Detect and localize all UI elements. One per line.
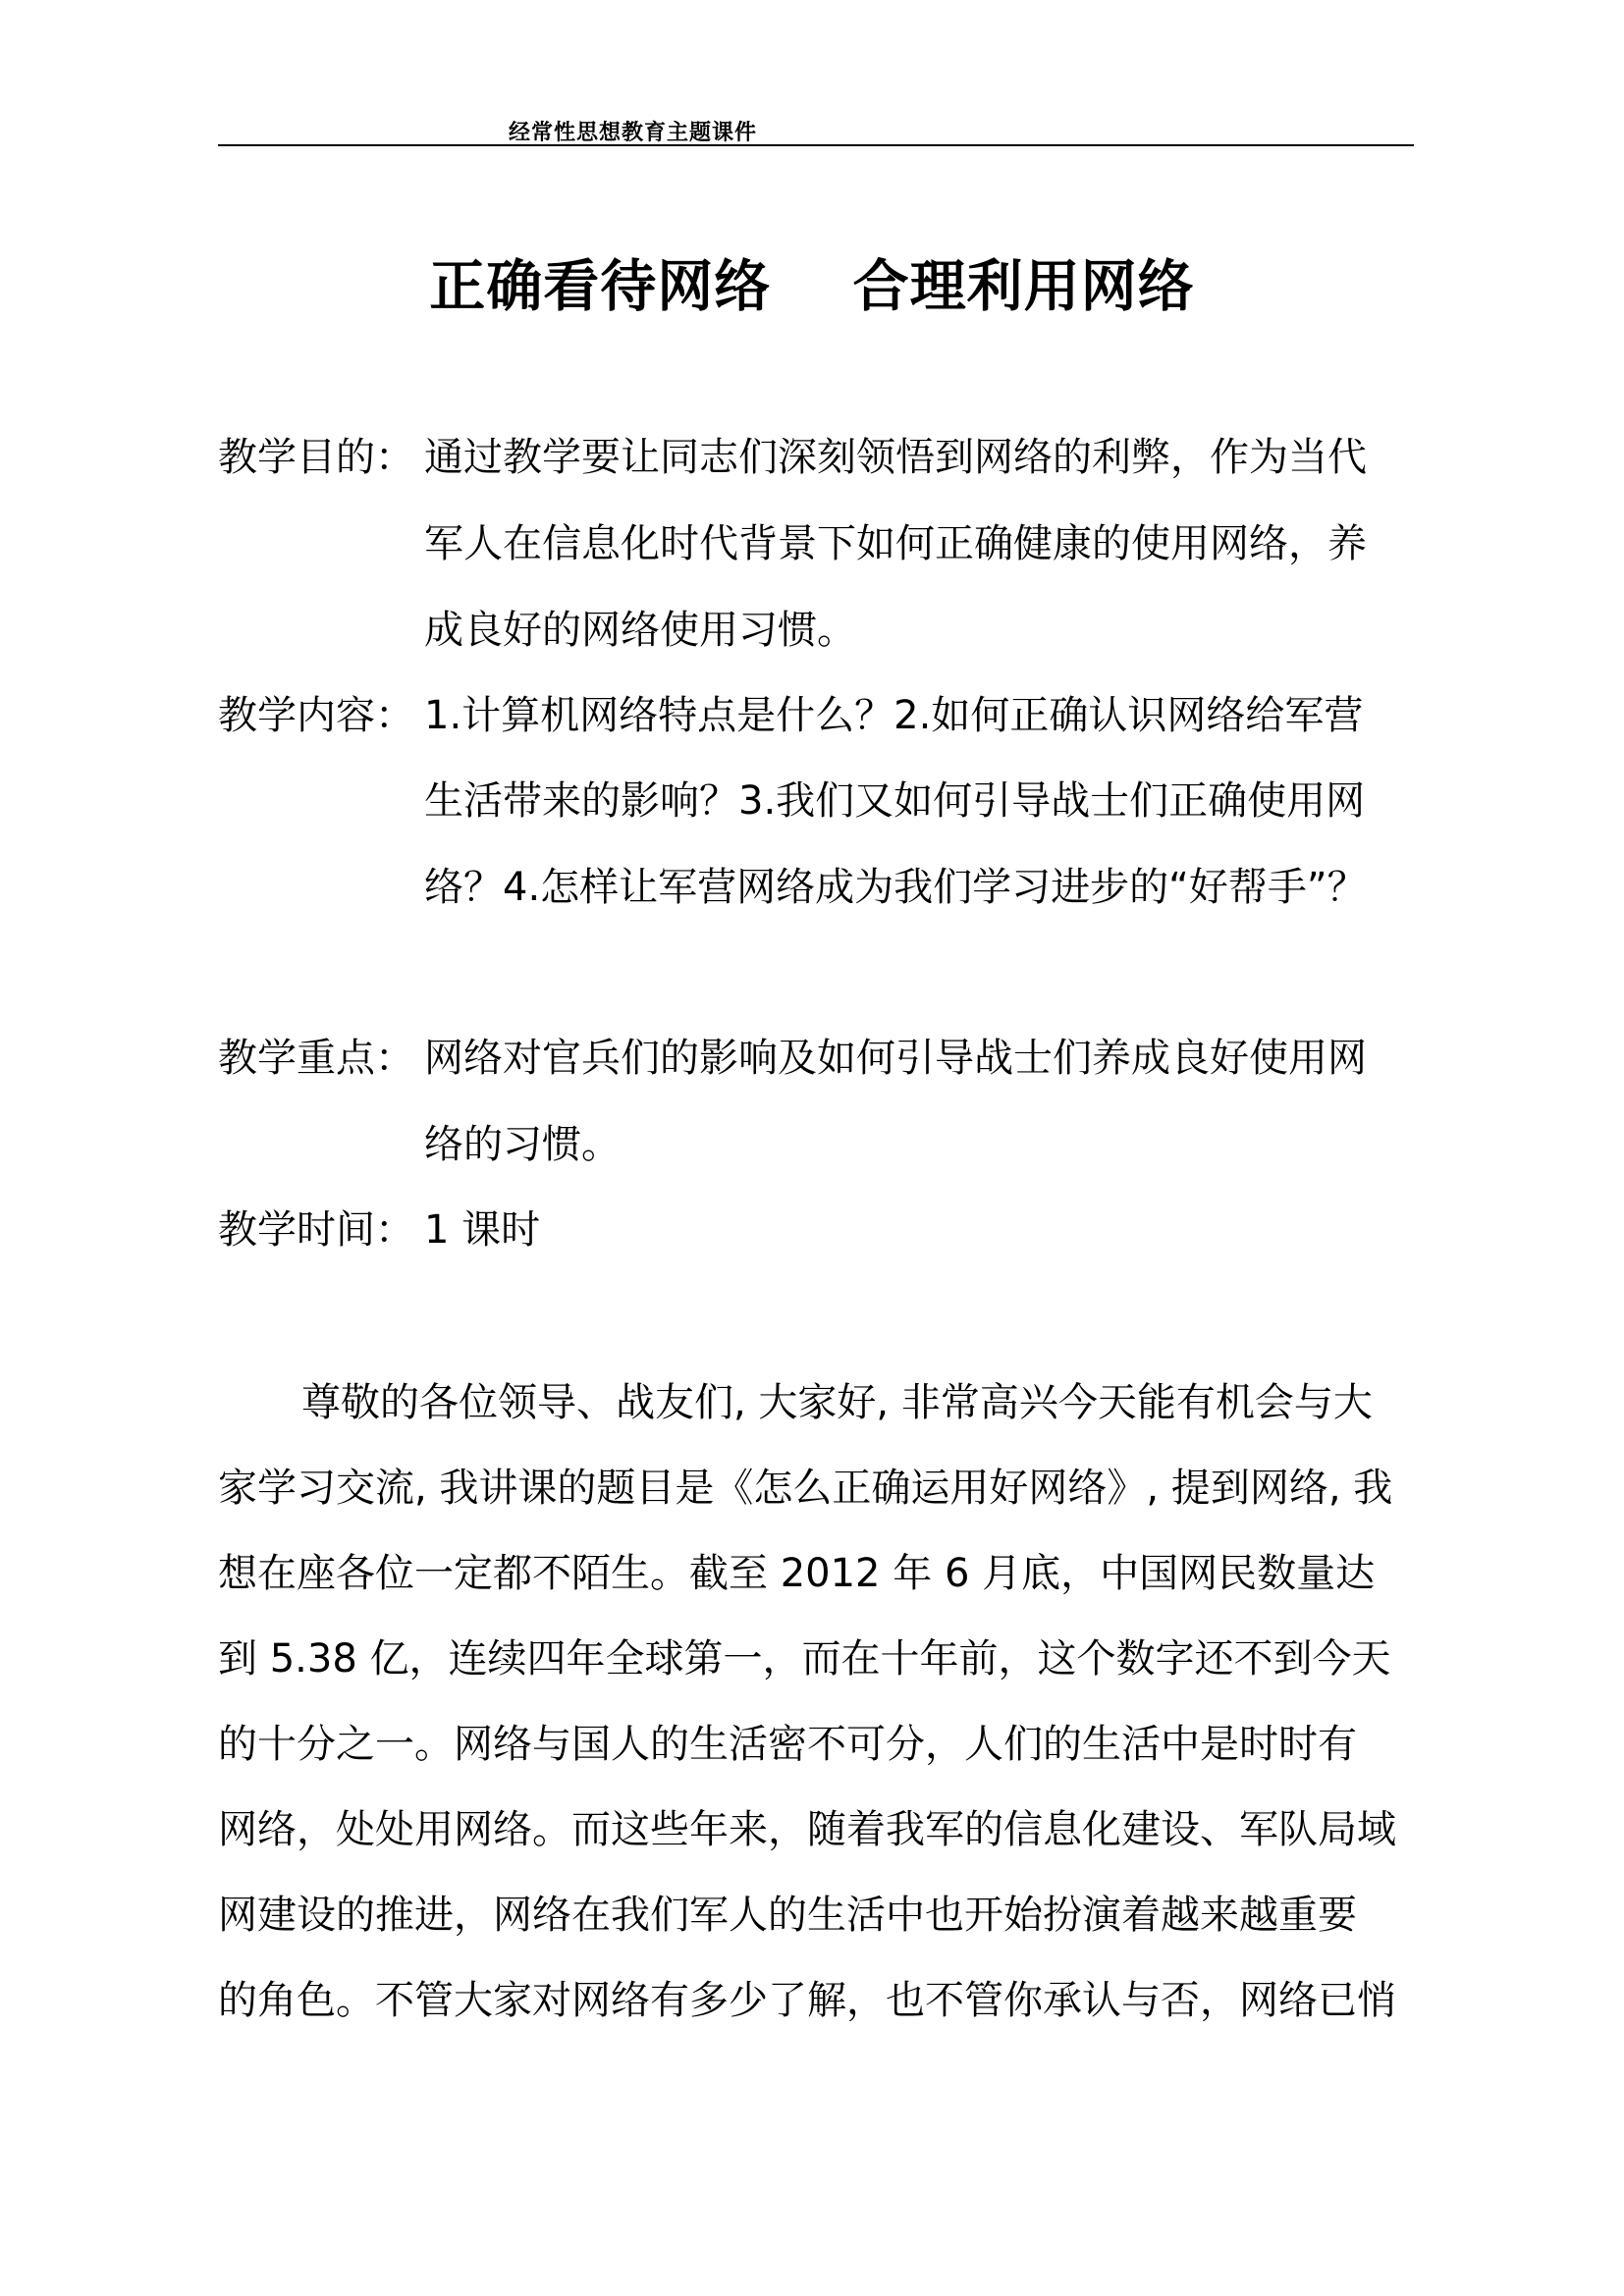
focus-label: 教学重点： <box>218 1036 414 1081</box>
body-line-4: 到 5.38 亿，连续四年全球第一，而在十年前，这个数字还不到今天 <box>218 1636 1391 1682</box>
focus-line-2: 络的习惯。 <box>424 1122 621 1167</box>
content-line-1: 1.计算机网络特点是什么？2.如何正确认识网络给军营 <box>424 693 1364 738</box>
page-header <box>218 112 1414 146</box>
purpose-line-2: 军人在信息化时代背景下如何正确健康的使用网络，养 <box>424 521 1367 566</box>
body-line-7: 网建设的推进，网络在我们军人的生活中也开始扮演着越来越重要 <box>218 1893 1357 1938</box>
body-line-5: 的十分之一。网络与国人的生活密不可分，人们的生活中是时时有 <box>218 1722 1357 1767</box>
body-line-6: 网络，处处用网络。而这些年来，随着我军的信息化建设、军队局域 <box>218 1807 1396 1852</box>
time-value: 1 课时 <box>424 1207 541 1253</box>
body-line-1: 尊敬的各位领导、战友们, 大家好, 非常高兴今天能有机会与大 <box>301 1380 1373 1425</box>
header-text: 经常性思想教育主题课件 <box>509 121 758 145</box>
page-title: 正确看待网络 合理利用网络 <box>429 254 1195 319</box>
purpose-label: 教学目的： <box>218 435 414 480</box>
body-line-8: 的角色。不管大家对网络有多少了解，也不管你承认与否，网络已悄 <box>218 1978 1396 2023</box>
purpose-line-1: 通过教学要让同志们深刻领悟到网络的利弊，作为当代 <box>424 435 1367 480</box>
body-line-3: 想在座各位一定都不陌生。截至 2012 年 6 月底，中国网民数量达 <box>218 1551 1376 1596</box>
content-line-3: 络？4.怎样让军营网络成为我们学习进步的“好帮手”？ <box>424 865 1367 910</box>
body-line-2: 家学习交流, 我讲课的题目是《怎么正确运用好网络》, 提到网络, 我 <box>218 1466 1393 1511</box>
focus-line-1: 网络对官兵们的影响及如何引导战士们养成良好使用网 <box>424 1036 1367 1081</box>
time-label: 教学时间： <box>218 1207 414 1253</box>
purpose-line-3: 成良好的网络使用习惯。 <box>424 608 856 653</box>
content-line-2: 生活带来的影响？3.我们又如何引导战士们正确使用网 <box>424 778 1366 824</box>
content-label: 教学内容： <box>218 693 414 738</box>
